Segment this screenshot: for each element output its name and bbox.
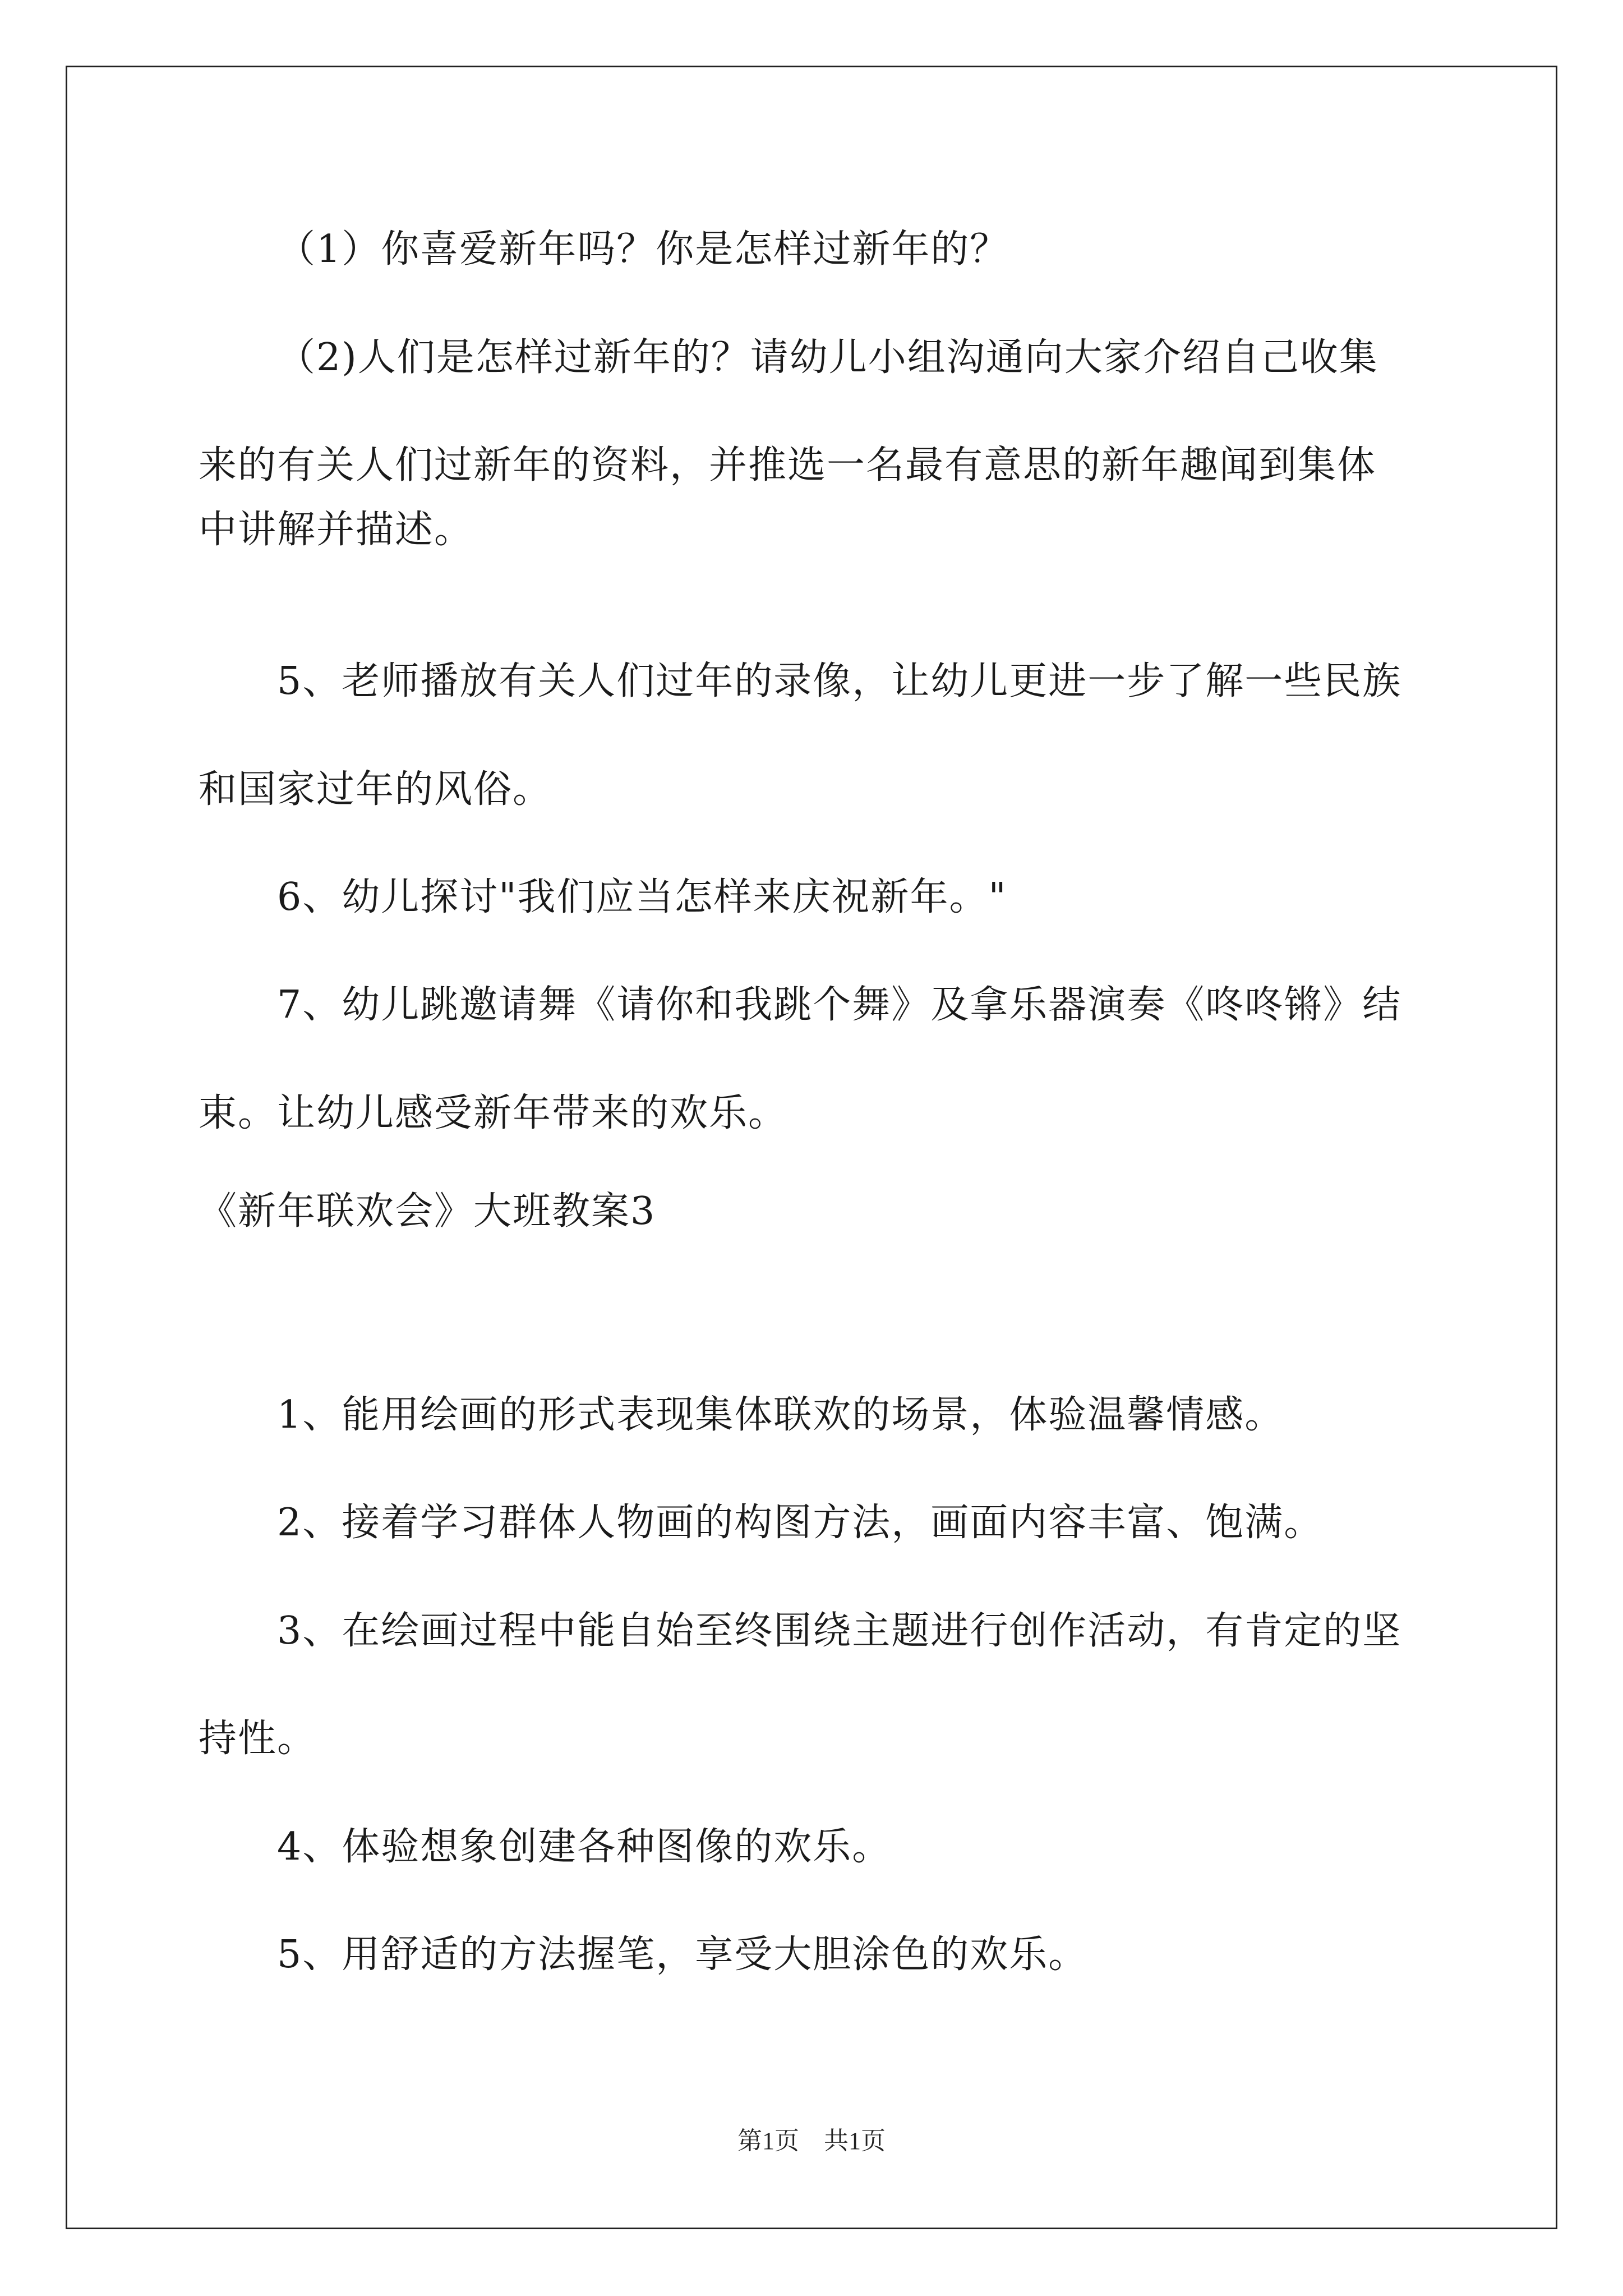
page-border [66,66,1557,2229]
paragraph-line: 5、老师播放有关人们过年的录像，让幼儿更进一步了解一些民族 [277,659,1402,703]
paragraph-line: （1）你喜爱新年吗？你是怎样过新年的？ [277,227,1009,272]
paragraph-line: 3、在绘画过程中能自始至终围绕主题进行创作活动，有肯定的坚 [277,1609,1402,1653]
paragraph-line: 5、用舒适的方法握笔，享受大胆涂色的欢乐。 [277,1932,1088,1977]
paragraph-line: 来的有关人们过新年的资料，并推选一名最有意思的新年趣闻到集体 [199,443,1377,487]
paragraph-line: 2、接着学习群体人物画的构图方法，画面内容丰富、饱满。 [277,1501,1324,1545]
section-heading: 《新年联欢会》大班教案3 [199,1189,656,1234]
page-footer: 第1页 共1页 [737,2127,886,2155]
paragraph-line: 持性。 [199,1717,317,1761]
paragraph-line: 4、体验想象创建各种图像的欢乐。 [277,1825,892,1869]
paragraph-line: 7、幼儿跳邀请舞《请你和我跳个舞》及拿乐器演奏《咚咚锵》结 [277,983,1402,1027]
paragraph-line: （2)人们是怎样过新年的？请幼儿小组沟通向大家介绍自己收集 [277,335,1378,380]
paragraph-line: 1、能用绘画的形式表现集体联欢的场景，体验温馨情感。 [277,1393,1284,1437]
paragraph-line: 束。让幼儿感受新年带来的欢乐。 [199,1091,788,1135]
paragraph-line: 和国家过年的风俗。 [199,767,552,812]
paragraph-line: 6、幼儿探讨"我们应当怎样来庆祝新年。" [277,875,1007,919]
paragraph-line: 中讲解并描述。 [199,508,474,552]
